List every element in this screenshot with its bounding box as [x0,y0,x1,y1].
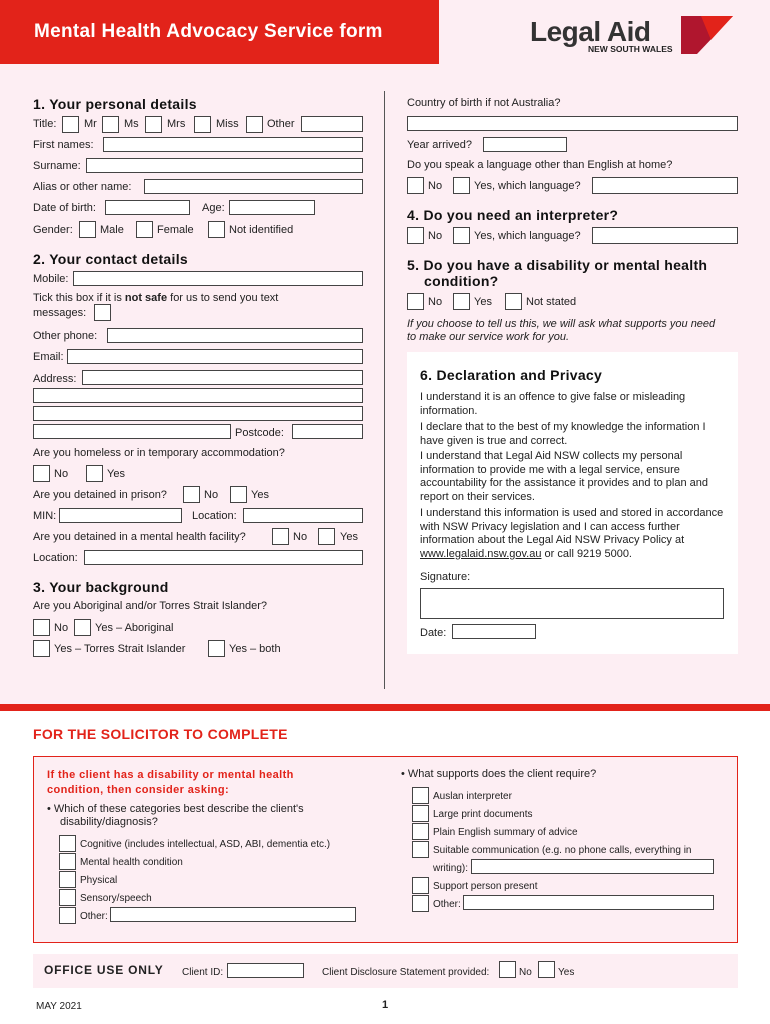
sup-auslan-label: Auslan interpreter [433,791,512,802]
disclosure-yes-label: Yes [558,967,575,978]
language-no-label: No [428,180,443,192]
both-yes-label: Yes – both [229,643,281,655]
age-label: Age: [202,202,225,214]
alias-field[interactable] [144,179,363,194]
prison-no-label: No [204,489,219,501]
title-other-label: Other [267,118,295,130]
cat-mental-checkbox[interactable] [59,853,76,870]
cat-other-label: Other: [80,911,108,922]
country-label: Country of birth if not Australia? [407,97,561,109]
office-use-label: OFFICE USE ONLY [44,963,164,977]
gender-male-label: Male [100,224,124,236]
declaration-p4: I understand this information is used and stored in accordance with NSW Privacy legislation and I can access further information about the Legal Aid NSW Privacy Policy at www.legalaid.nsw.gov.au or call 9219 5000. [420,507,724,560]
interpreter-yes-label: Yes, which language? [474,230,581,242]
email-label: Email: [33,351,64,363]
cat-sensory-label: Sensory/speech [80,893,152,904]
prison-yes-label: Yes [251,489,269,501]
address-field-4[interactable] [33,424,231,439]
prison-location-field[interactable] [243,508,363,523]
age-field[interactable] [229,200,315,215]
address-field-3[interactable] [33,406,363,421]
section3-heading: 3. Your background [33,579,169,595]
column-divider [384,91,385,689]
language-yes-checkbox[interactable] [453,177,470,194]
aboriginal-question: Are you Aboriginal and/or Torres Strait Islander? [33,600,267,612]
sup-comm-label-1: Suitable communication (e.g. no phone calls, everything in [433,845,692,856]
surname-field[interactable] [86,158,363,173]
sup-person-label: Support person present [433,881,538,892]
min-label: MIN: [33,510,57,522]
cat-physical-checkbox[interactable] [59,871,76,888]
language-no-checkbox[interactable] [407,177,424,194]
gender-female-label: Female [157,224,194,236]
aboriginal-no-label: No [54,622,69,634]
disability-note-2: to make our service work for you. [407,331,570,343]
email-field[interactable] [67,349,363,364]
disability-not-stated-label: Not stated [526,296,577,308]
cat-cognitive-label: Cognitive (includes intellectual, ASD, ABI, dementia etc.) [80,839,331,850]
mh-facility-yes-label: Yes [340,531,358,543]
sup-other-checkbox[interactable] [412,895,429,912]
homeless-yes-label: Yes [107,468,125,480]
other-phone-field[interactable] [107,328,363,343]
homeless-no-label: No [54,468,69,480]
section1-heading: 1. Your personal details [33,96,197,112]
prison-location-label: Location: [192,510,237,522]
section4-heading: 4. Do you need an interpreter? [407,207,619,223]
consider-heading-1: If the client has a disability or mental health [47,769,294,781]
dob-label: Date of birth: [33,202,96,214]
language-question: Do you speak a language other than English at home? [407,159,673,171]
disability-no-label: No [428,296,443,308]
language-yes-label: Yes, which language? [474,180,581,192]
prison-no-checkbox[interactable] [183,486,200,503]
legal-aid-logo [528,14,738,58]
not-safe-label-2: messages: [33,307,87,319]
sup-large-label: Large print documents [433,809,533,820]
homeless-no-checkbox[interactable] [33,465,50,482]
aboriginal-no-checkbox[interactable] [33,619,50,636]
mh-location-label: Location: [33,552,78,564]
surname-label: Surname: [33,160,81,172]
date-field[interactable] [452,624,536,639]
aboriginal-yes-label: Yes – Aboriginal [95,622,174,634]
homeless-yes-checkbox[interactable] [86,465,103,482]
prison-question: Are you detained in prison? [33,489,167,501]
postcode-label: Postcode: [235,427,284,439]
cat-sensory-checkbox[interactable] [59,889,76,906]
mh-facility-question: Are you detained in a mental health facility? [33,531,246,543]
sup-comm-checkbox[interactable] [412,841,429,858]
title-miss-checkbox[interactable] [194,116,211,133]
title-mrs-checkbox[interactable] [145,116,162,133]
mh-facility-no-label: No [293,531,308,543]
cat-other-checkbox[interactable] [59,907,76,924]
header-banner [0,0,439,64]
gender-label: Gender: [33,224,73,236]
cat-cognitive-checkbox[interactable] [59,835,76,852]
dob-field[interactable] [105,200,190,215]
country-field[interactable] [407,116,738,131]
tsi-yes-checkbox[interactable] [33,640,50,657]
logo-mark-icon [671,14,733,54]
other-phone-label: Other phone: [33,330,98,342]
gender-male-checkbox[interactable] [79,221,96,238]
gender-female-checkbox[interactable] [136,221,153,238]
sup-person-checkbox[interactable] [412,877,429,894]
disclosure-no-checkbox[interactable] [499,961,516,978]
disclosure-yes-checkbox[interactable] [538,961,555,978]
disability-no-checkbox[interactable] [407,293,424,310]
signature-label: Signature: [420,571,471,583]
form-title: Mental Health Advocacy Service form [34,21,383,42]
mh-location-field[interactable] [84,550,363,565]
title-mrs-label: Mrs [167,118,186,130]
interpreter-no-label: No [428,230,443,242]
mobile-label: Mobile: [33,273,69,285]
cat-other-field[interactable] [110,907,356,922]
alias-label: Alias or other name: [33,181,132,193]
disclosure-label: Client Disclosure Statement provided: [322,967,490,978]
solicitor-heading: FOR THE SOLICITOR TO COMPLETE [33,726,288,742]
min-field[interactable] [59,508,182,523]
language-field[interactable] [592,177,738,194]
declaration-p3: I understand that Legal Aid NSW collects my personal information to provide me with a legal service, ensure accountability for the assistance it provides and to plan and report on their services. [420,450,709,503]
section2-heading: 2. Your contact details [33,251,188,267]
title-mr-checkbox[interactable] [62,116,79,133]
interpreter-language-field[interactable] [592,227,738,244]
sup-other-field[interactable] [463,895,714,910]
title-miss-label: Miss [216,118,239,130]
disability-note-1: If you choose to tell us this, we will ask what supports you need [407,318,716,330]
year-arrived-label: Year arrived? [407,139,473,151]
privacy-link[interactable]: www.legalaid.nsw.gov.au [420,547,542,560]
prison-yes-checkbox[interactable] [230,486,247,503]
first-names-field[interactable] [103,137,363,152]
mh-facility-no-checkbox[interactable] [272,528,289,545]
address-label: Address: [33,373,77,385]
disclosure-no-label: No [519,967,532,978]
cat-mental-label: Mental health condition [80,857,183,868]
both-yes-checkbox[interactable] [208,640,225,657]
title-other-field[interactable] [301,116,363,132]
section5-heading: 5. Do you have a disability or mental health [407,257,708,273]
title-ms-checkbox[interactable] [102,116,119,133]
declaration-p2: I declare that to the best of my knowledge the information I have given is true and correct. [420,421,706,447]
sup-comm-field[interactable] [471,859,714,874]
categories-question-2: disability/diagnosis? [60,816,158,828]
cat-physical-label: Physical [80,875,118,886]
year-arrived-field[interactable] [483,137,567,152]
not-safe-checkbox[interactable] [94,304,111,321]
interpreter-no-checkbox[interactable] [407,227,424,244]
categories-question-1: • Which of these categories best describe the client's [47,803,304,815]
sup-plain-checkbox[interactable] [412,823,429,840]
signature-field[interactable] [420,588,724,619]
address-field-1[interactable] [82,370,363,385]
section5-heading-2: condition? [424,273,499,289]
title-mr-label: Mr [84,118,97,130]
homeless-question: Are you homeless or in temporary accommodation? [33,447,285,459]
postcode-field[interactable] [292,424,363,439]
gender-not-identified-checkbox[interactable] [208,221,225,238]
client-id-field[interactable] [227,963,304,978]
title-other-checkbox[interactable] [246,116,263,133]
sup-auslan-checkbox[interactable] [412,787,429,804]
tsi-yes-label: Yes – Torres Strait Islander [54,643,186,655]
disability-yes-checkbox[interactable] [453,293,470,310]
date-label: Date: [420,627,447,639]
sup-comm-label-2: writing): [433,863,469,874]
address-field-2[interactable] [33,388,363,403]
disability-not-stated-checkbox[interactable] [505,293,522,310]
aboriginal-yes-checkbox[interactable] [74,619,91,636]
title-ms-label: Ms [124,118,139,130]
disability-yes-label: Yes [474,296,492,308]
page-number: 1 [382,999,389,1011]
logo-subtext: NEW SOUTH WALES [588,44,673,54]
section-separator [0,704,770,711]
interpreter-yes-checkbox[interactable] [453,227,470,244]
gender-not-identified-label: Not identified [229,224,294,236]
not-safe-label: Tick this box if it is not safe for us to send you text [33,292,279,304]
first-names-label: First names: [33,139,94,151]
supports-question: • What supports does the client require? [401,768,597,780]
client-id-label: Client ID: [182,967,224,978]
mobile-field[interactable] [73,271,363,286]
consider-heading-2: condition, then consider asking: [47,784,230,796]
title-label: Title: [33,118,57,130]
sup-large-checkbox[interactable] [412,805,429,822]
sup-other-label: Other: [433,899,461,910]
footer-date: MAY 2021 [36,1001,82,1012]
mh-facility-yes-checkbox[interactable] [318,528,335,545]
declaration-p1: I understand it is an offence to give false or misleading information. [420,391,686,417]
section6-heading: 6. Declaration and Privacy [420,367,603,383]
logo-text: Legal Aid [530,16,651,47]
sup-plain-label: Plain English summary of advice [433,827,578,838]
